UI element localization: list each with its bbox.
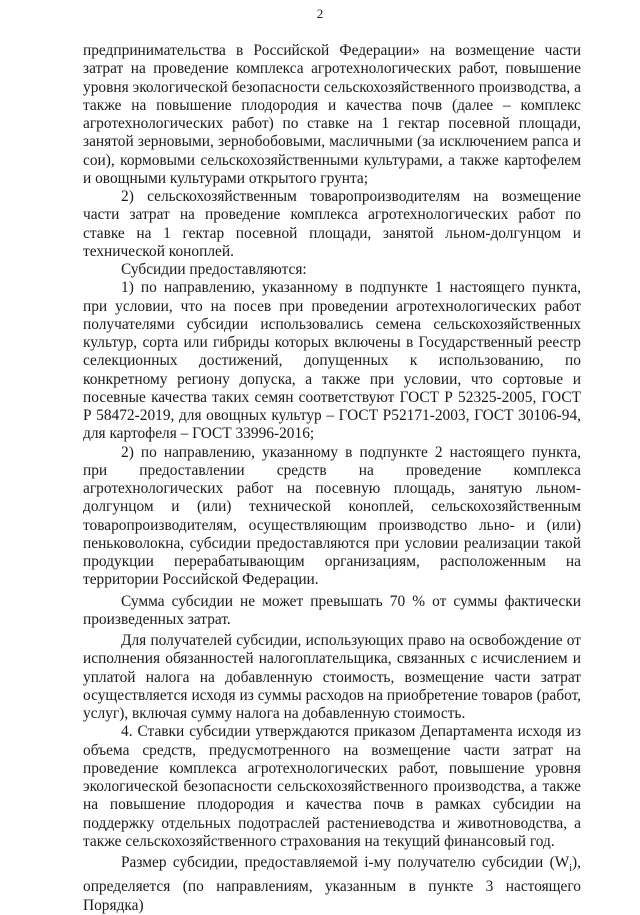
document-body — [83, 42, 581, 915]
paragraph-subsidy-size — [83, 854, 581, 915]
paragraph-condition-1: 1) по направлению, указанному в подпункте 1 настоящего пункта, при условии, что на посев при проведении агротехнологических работ получателями субсидии использовались семена сельскохозяйственных культур, сорта или гибриды которых включены в Государственный реестр селекционных достижений, допущенных к использованию, по конкретному региону допуска, а также при условии, что сортовые и посевные качества таких семян соответствуют ГОСТ Р 52325-2005, ГОСТ Р 58472-2019, для овощных культур – ГОСТ Р52171-2003, ГОСТ 30106-94, для картофеля – ГОСТ 33996-2016; — [83, 279, 581, 443]
subsidy-size-text-end: ), определяется (по направлениям, указанным в пункте 3 настоящего Порядка) — [83, 854, 581, 914]
paragraph-continuation: предпринимательства в Российской Федерации» на возмещение части затрат на проведение комплекса агротехнологических работ, повышение уровня экологической безопасности сельскохозяйственного производства, а также на повышение плодородия и качества почв (далее – комплекс агротехнологических работ) по ставке на 1 гектар посевной площади, занятой зерновыми, зернобобовыми, масличными (за исключением рапса и сои), кормовыми сельскохозяйственными культурами, а также картофелем и овощными культурами открытого грунта; — [83, 42, 581, 187]
paragraph-condition-2: 2) по направлению, указанному в подпункте 2 настоящего пункта, при предоставлении средств на проведение комплекса агротехнологических работ на посевную площадь, занятую льном-долгунцом и (или) технической коноплей, сельскохозяйственным товаропроизводителям, осуществляющим производство льно- и (или) пеньковолокна, субсидии предоставляются при условии реализации такой продукции перерабатывающим организациям, расположенным на территории Российской Федерации. — [83, 443, 581, 589]
paragraph-subsidy-limit: Сумма субсидии не может превышать 70 % от суммы фактически произведенных затрат. — [83, 592, 581, 628]
paragraph-subpoint-2-recipients: 2) сельскохозяйственным товаропроизводителям на возмещение части затрат на проведение комплекса агротехнологических работ по ставке на 1 гектар посевной площади, занятой льном-долгунцом и технической коноплей. — [83, 188, 581, 260]
subsidy-size-text-start: Размер субсидии, предоставляемой i-му получателю субсидии (W — [121, 854, 570, 871]
paragraph-vat-exemption: Для получателей субсидии, использующих право на освобождение от исполнения обязанностей налогоплательщика, связанных с исчислением и уплатой налога на добавленную стоимость, возмещение части затрат осуществляется исходя из суммы расходов на приобретение товаров (работ, услуг), включая сумму налога на добавленную стоимость. — [83, 632, 581, 722]
paragraph-subsidies-intro: Субсидии предоставляются: — [121, 261, 307, 278]
subscript-i: i — [569, 863, 573, 875]
page-number: 2 — [316, 6, 324, 21]
paragraph-point-4-rates: 4. Ставки субсидии утверждаются приказом Департамента исходя из объема средств, предусмотренного на возмещение части затрат на проведение комплекса агротехнологических работ, повышение уровня экологической безопасности сельскохозяйственного производства, а также на повышение плодородия и качества почв в рамках субсидии на поддержку отдельных подотраслей растениеводства и животноводства, а также сельскохозяйственного страхования на текущий финансовый год. — [83, 723, 581, 850]
